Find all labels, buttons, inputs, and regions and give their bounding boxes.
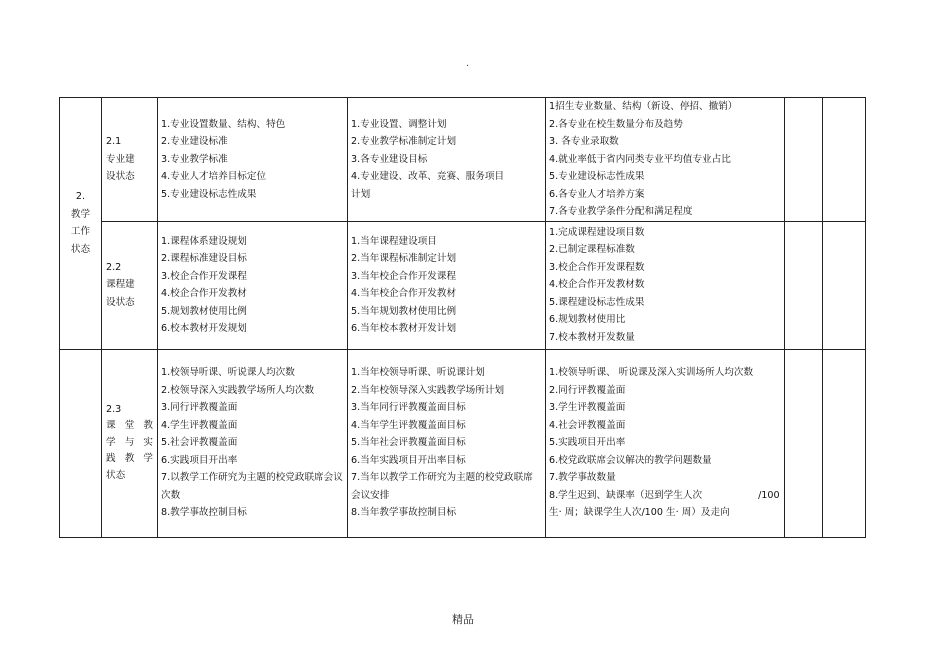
- teaching-status-table: [59, 97, 866, 538]
- list-item: 7.当年以教学工作研究为主题的校党政联席会议安排: [351, 472, 533, 501]
- subcategory-cell: [102, 349, 158, 537]
- list-item: 4.专业人才培养目标定位: [161, 171, 267, 182]
- list-item: 1.当年校领导听课、听说课计划: [351, 367, 485, 379]
- main-category-cell: [60, 98, 102, 350]
- list-item: 3.校企合作开发课程: [161, 270, 247, 282]
- annual-plan-cell: [348, 221, 546, 349]
- subcategory-number: 2.1: [106, 136, 122, 147]
- list-item: 2.当年课程标准制定计划: [351, 253, 457, 264]
- list-item: 5.专业建设标志性成果: [161, 188, 257, 200]
- list-item: 1.完成课程建设项目数: [549, 226, 645, 238]
- subcategory-number: 2.2: [106, 261, 122, 273]
- list-item: 3.当年同行评教覆盖面目标: [351, 402, 466, 414]
- list-item: 3.各专业建设目标: [351, 153, 428, 165]
- table-row: [60, 221, 866, 349]
- list-item: 2.已制定课程标准数: [549, 244, 635, 256]
- planning-cell: [158, 349, 348, 537]
- planning-cell: [158, 221, 348, 349]
- empty-cell: [822, 221, 865, 349]
- list-item: 4.就业率低于省内同类专业平均值专业占比: [549, 153, 731, 165]
- main-category-line: 教学: [70, 208, 91, 220]
- list-item: 6.各专业人才培养方案: [549, 188, 645, 200]
- subcategory-cell: [102, 98, 158, 222]
- list-item-text: /100: [758, 489, 780, 501]
- footer-label: 精品: [452, 613, 474, 626]
- list-item: 2.同行评教覆盖面: [549, 384, 626, 396]
- list-item: 3.学生评教覆盖面: [549, 402, 626, 414]
- subcategory-line: 状态: [106, 469, 126, 481]
- list-item: 1.校领导听课、 听说课及深入实训场所人均次数: [549, 367, 754, 379]
- list-item: 5.规划教材使用比例: [161, 305, 247, 317]
- indicator-cell: [546, 98, 785, 222]
- list-item-text: 生· 周；缺课学生人次: [549, 507, 642, 519]
- list-item: 3.专业教学标准: [161, 153, 228, 165]
- main-category-line: 状态: [70, 243, 91, 255]
- list-item: 6.当年校本教材开发计划: [351, 323, 457, 334]
- list-item: 5.课程建设标志性成果: [549, 296, 645, 308]
- list-item: 4.学生评教覆盖面: [161, 419, 238, 431]
- subcategory-number: 2.3: [106, 403, 122, 415]
- subcategory-line: 设状态: [106, 171, 135, 182]
- planning-cell: [158, 98, 348, 222]
- list-item: 7.教学事故数量: [549, 472, 616, 484]
- annual-plan-cell: [348, 98, 546, 222]
- list-item: 5.社会评教覆盖面: [161, 437, 238, 449]
- empty-cell: [784, 98, 822, 222]
- list-item: 4.社会评教覆盖面: [549, 419, 626, 431]
- list-item: 7.以教学工作研究为主题的校党政联席会议次数: [161, 472, 343, 501]
- list-item: 3.当年校企合作开发课程: [351, 270, 457, 282]
- list-item: 4.校企合作开发教材: [161, 288, 247, 299]
- list-item: 2.校领导深入实践教学场所人均次数: [161, 384, 315, 396]
- list-item: 1.当年课程建设项目: [351, 235, 437, 247]
- list-item: 4.校企合作开发教材数: [549, 279, 645, 291]
- main-category-number: 2.: [75, 191, 86, 203]
- list-item: 1.专业设置、调整计划: [351, 118, 447, 130]
- subcategory-line: 课程建: [106, 279, 135, 291]
- header-mark: .: [466, 58, 470, 69]
- empty-cell: [784, 221, 822, 349]
- list-item: 5.当年社会评教覆盖面目标: [351, 437, 466, 449]
- empty-cell: [822, 98, 865, 222]
- list-item: 2.课程标准建设目标: [161, 253, 247, 264]
- list-item: 3.校企合作开发课程数: [549, 261, 645, 273]
- subcategory-line: 学 与 实: [106, 436, 153, 448]
- list-item: 2.专业建设标准: [161, 136, 228, 147]
- subcategory-line: 设状态: [106, 296, 135, 308]
- list-item: 3.同行评教覆盖面: [161, 402, 238, 414]
- list-item: 2.专业教学标准制定计划: [351, 136, 457, 147]
- indicator-cell: [546, 349, 785, 537]
- list-item: [549, 487, 780, 505]
- list-item: 6.规划教材使用比: [549, 314, 626, 326]
- list-item: 3. 各专业录取数: [549, 136, 619, 147]
- list-item: 4.当年校企合作开发教材: [351, 288, 457, 299]
- list-item: 计划: [351, 188, 371, 200]
- subcategory-cell: [102, 221, 158, 349]
- list-item: 8.教学事故控制目标: [161, 507, 247, 519]
- subcategory-line: 践 教 学: [106, 453, 153, 465]
- list-item: 5.实践项目开出率: [549, 437, 626, 449]
- list-item: [549, 504, 780, 522]
- annual-plan-cell: [348, 349, 546, 537]
- list-item: 1招生专业数量、结构（新设、停招、撤销）: [549, 101, 738, 112]
- list-item: 6.当年实践项目开出率目标: [351, 454, 466, 466]
- list-item: 6.校党政联席会议解决的教学问题数量: [549, 454, 712, 466]
- table-row: [60, 349, 866, 537]
- indicator-cell: [546, 221, 785, 349]
- empty-cell: [822, 349, 865, 537]
- list-item: 2.各专业在校生数量分布及趋势: [549, 118, 683, 130]
- list-item: 5.专业建设标志性成果: [549, 171, 645, 182]
- list-item: 7.各专业教学条件分配和满足程度: [549, 206, 693, 217]
- list-item: 1.课程体系建设规划: [161, 235, 247, 247]
- list-item: 4.专业建设、改革、竞赛、服务项目: [351, 171, 505, 182]
- table-row: [60, 98, 866, 222]
- list-item: 6.实践项目开出率: [161, 454, 238, 466]
- list-item: 2.当年校领导深入实践教学场所计划: [351, 384, 505, 396]
- list-item: 1.专业设置数量、结构、特色: [161, 118, 286, 130]
- subcategory-line: 专业建: [106, 153, 135, 165]
- list-item-text: /100 生· 周）及走向: [641, 507, 730, 519]
- empty-cell: [60, 349, 102, 537]
- list-item-text: 8.学生迟到、缺课率（迟到学生人次: [549, 489, 703, 501]
- list-item: 1.校领导听课、听说课人均次数: [161, 367, 295, 379]
- list-item: 6.校本教材开发规划: [161, 323, 247, 334]
- list-item: 8.当年教学事故控制目标: [351, 507, 457, 519]
- list-item: 5.当年规划教材使用比例: [351, 305, 457, 317]
- empty-cell: [784, 349, 822, 537]
- list-item: 4.当年学生评教覆盖面目标: [351, 419, 466, 431]
- main-category-line: 工作: [70, 226, 91, 238]
- subcategory-line: 课 堂 教: [106, 420, 153, 432]
- list-item: 7.校本教材开发数量: [549, 331, 635, 343]
